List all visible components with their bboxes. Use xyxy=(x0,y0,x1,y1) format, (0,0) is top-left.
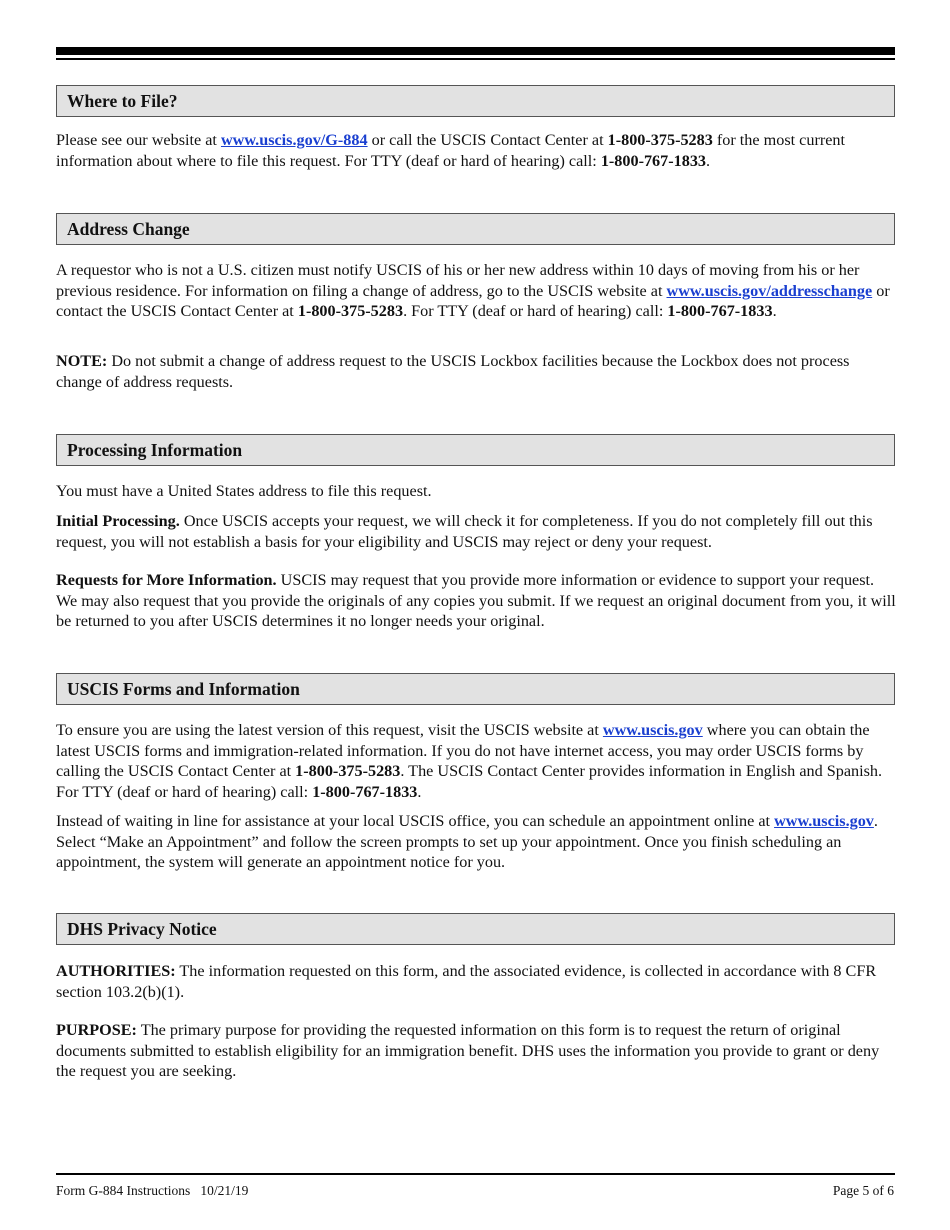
section-title: Address Change xyxy=(67,219,190,239)
tty-phone: 1-800-767-1833 xyxy=(600,151,707,170)
footer-form-label: Form G-884 Instructions 10/21/19 xyxy=(56,1183,249,1198)
uscis-appointment-link[interactable]: www.uscis.gov xyxy=(774,812,874,830)
section-header-privacy xyxy=(56,913,895,945)
section-title: Processing Information xyxy=(67,440,243,460)
tty-phone: 1-800-767-1833 xyxy=(667,302,773,320)
address-change-note: NOTE: Do not submit a change of address request to the USCIS Lockbox facilities because the Lockbox does not process change of address requests. xyxy=(56,352,850,391)
forms-info-paragraph: To ensure you are using the latest version of this request, visit the USCIS website at www.uscis.gov where you can obtain the latest USCIS forms and immigration-related information. If you do not have internet access, you may order USCIS forms by calling the USCIS Contact Center at 1-800-375-5283. The USCIS Contact Center provides information in English and Spanish. For TTY (deaf or hard of hearing) call: 1-800-767-1833. xyxy=(56,721,883,801)
address-change-link[interactable]: www.uscis.gov/addresschange xyxy=(666,281,873,300)
top-thin-rule xyxy=(56,58,895,60)
note-label: NOTE: xyxy=(56,352,108,370)
footer-rule xyxy=(56,1173,895,1175)
appointment-paragraph: Instead of waiting in line for assistance at your local USCIS office, you can schedule an appointment online at www.uscis.gov. Select “Make an Appointment” and follow the screen prompts to set up your appointment. Once you finish scheduling an appointment, the system will generate an appointment notice for you. xyxy=(56,812,878,871)
purpose-label: PURPOSE: xyxy=(56,1021,137,1039)
initial-processing-paragraph: Initial Processing. Once USCIS accepts your request, we will check it for completeness. If you do not completely fill out this request, you will not establish a basis for your eligibility and USCIS may reject or deny your request. xyxy=(56,512,873,551)
top-thick-rule xyxy=(56,47,895,55)
authorities-label: AUTHORITIES: xyxy=(56,962,176,980)
authorities-paragraph: AUTHORITIES: The information requested on this form, and the associated evidence, is collected in accordance with 8 CFR section 103.2(b)(1). xyxy=(56,962,877,1001)
address-change-paragraph: A requestor who is not a U.S. citizen must notify USCIS of his or her new address within 10 days of moving from his or her previous residence. For information on filing a change of address, go to the USCIS website at www.uscis.gov/addresschange or contact the USCIS Contact Center at 1-800-375-5283. For TTY (deaf or hard of hearing) call: 1-800-767-1833. xyxy=(56,261,890,320)
contact-center-phone: 1-800-375-5283 xyxy=(607,131,713,149)
initial-processing-label: Initial Processing. xyxy=(56,512,180,530)
section-header-where-to-file xyxy=(56,85,895,117)
section-title: DHS Privacy Notice xyxy=(67,919,217,939)
g884-link[interactable]: www.uscis.gov/G-884 xyxy=(220,131,368,149)
purpose-paragraph: PURPOSE: The primary purpose for providing the requested information on this form is to request the return of original documents submitted to establish eligibility for an immigration benefit. DHS uses the information you provide to grant or deny the request you are seeking. xyxy=(56,1021,880,1080)
section-title: Where to File? xyxy=(67,91,178,111)
contact-center-phone: 1-800-375-5283 xyxy=(295,762,401,780)
section-header-processing xyxy=(56,434,895,466)
contact-center-phone: 1-800-375-5283 xyxy=(297,302,404,320)
processing-address-requirement: You must have a United States address to file this request. xyxy=(56,482,432,500)
footer-page-number: Page 5 of 6 xyxy=(832,1183,894,1198)
tty-phone: 1-800-767-1833 xyxy=(312,782,418,801)
more-information-label: Requests for More Information. xyxy=(56,571,277,589)
more-information-paragraph: Requests for More Information. USCIS may request that you provide more information or evidence to support your request. We may also request that you provide the originals of any copies you submit. If we request an original document from you, it will be returned to you after USCIS determines it no longer needs your original. xyxy=(56,571,896,630)
section-title: USCIS Forms and Information xyxy=(67,679,300,699)
uscis-website-link[interactable]: www.uscis.gov xyxy=(602,721,703,739)
section-header-forms-info xyxy=(56,673,895,705)
where-to-file-paragraph: Please see our website at www.uscis.gov/G-884 or call the USCIS Contact Center at 1-800-375-5283 for the most current information about where to file this request. For TTY (deaf or hard of hearing) call: 1-800-767-1833. xyxy=(56,131,845,170)
section-header-address-change xyxy=(56,213,895,245)
